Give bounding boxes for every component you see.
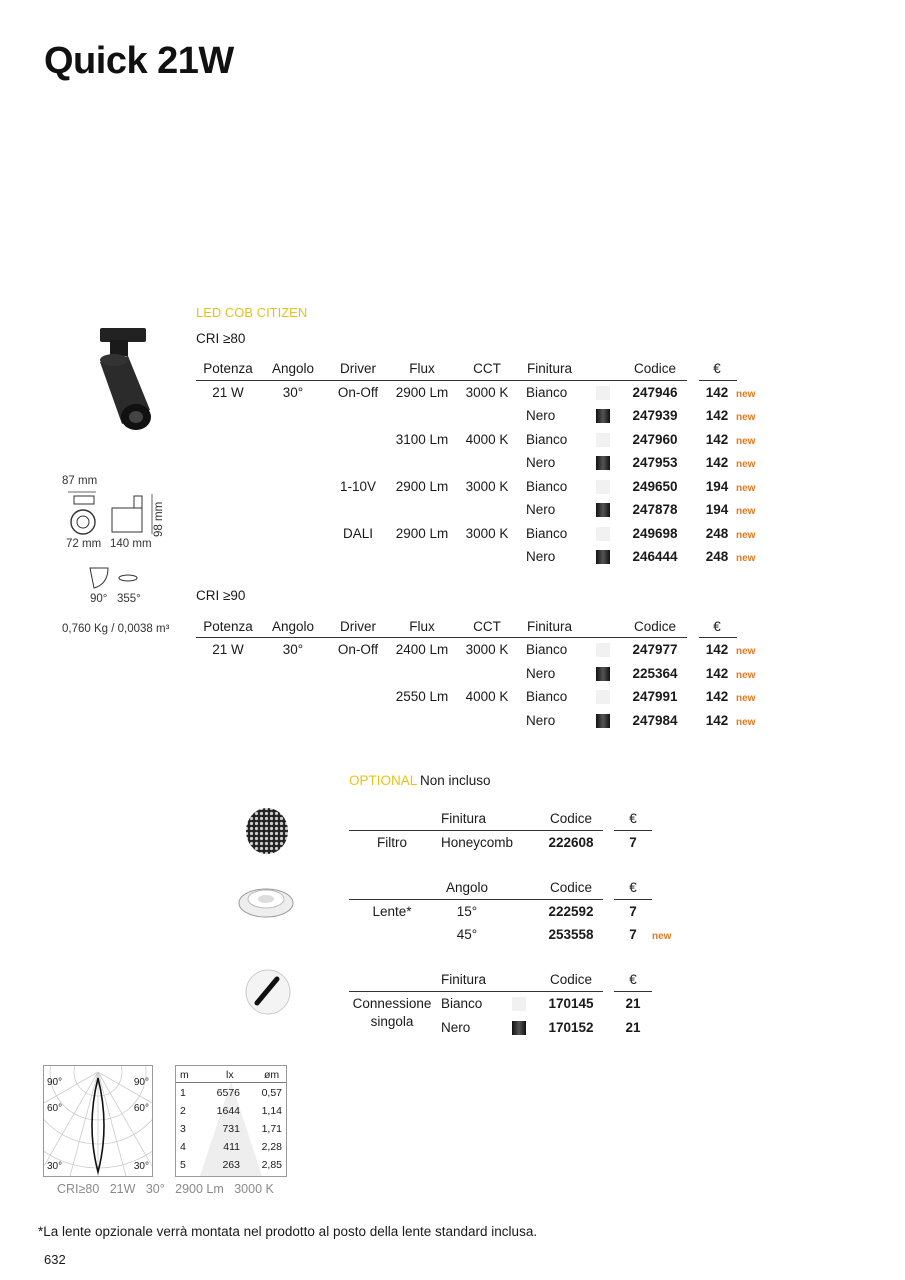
cell-codice: 247960	[632, 432, 678, 447]
header-rule	[349, 899, 603, 900]
cell-codice: 170145	[548, 996, 594, 1011]
cell-m: 5	[180, 1159, 186, 1171]
cell-flux: 2550 Lm	[395, 689, 449, 704]
cell-driver: On-Off	[337, 642, 379, 657]
new-badge: new	[652, 931, 672, 942]
cell-lx: 6576	[216, 1087, 240, 1099]
cell-flux: 2900 Lm	[395, 479, 449, 494]
header-rule	[349, 991, 603, 992]
header-rule-price	[614, 899, 652, 900]
cell-price: 7	[629, 835, 637, 850]
col-cct: CCT	[473, 619, 501, 634]
cell-m: 3	[180, 1123, 186, 1135]
dim-length: 140 mm	[110, 538, 152, 550]
cell-price: 142	[705, 713, 729, 728]
cell-cct: 3000 K	[465, 479, 509, 494]
cell-flux: 2900 Lm	[395, 526, 449, 541]
cell-codice: 225364	[632, 666, 678, 681]
swatch-bianco	[596, 690, 610, 704]
header-rule-price	[699, 637, 737, 638]
swatch-nero	[596, 714, 610, 728]
cell-finitura: Nero	[526, 549, 556, 564]
cell-codice: 247984	[632, 713, 678, 728]
cell-codice: 247991	[632, 689, 678, 704]
cell-price: 248	[705, 549, 729, 564]
col-finitura: Finitura	[441, 972, 487, 987]
col-flux: Flux	[409, 619, 435, 634]
new-badge: new	[736, 459, 756, 470]
cell-finitura: Nero	[441, 1020, 471, 1035]
dim-width-top: 87 mm	[62, 475, 98, 487]
cell-flux: 2900 Lm	[395, 385, 449, 400]
cell-price: 194	[705, 502, 729, 517]
cell-finitura: Bianco	[526, 479, 568, 494]
cell-cct: 3000 K	[465, 526, 509, 541]
cell-codice: 249698	[632, 526, 678, 541]
col-finitura: Finitura	[527, 619, 573, 634]
swatch-nero	[596, 550, 610, 564]
led-cob-heading: LED COB CITIZEN	[196, 305, 308, 320]
cell-codice: 253558	[548, 927, 594, 942]
cell-angolo: 45°	[456, 927, 478, 942]
cell-price: 142	[705, 666, 729, 681]
cell-finitura: Nero	[526, 455, 556, 470]
weight-volume: 0,760 Kg / 0,0038 m³	[62, 623, 170, 635]
rotate-angle: 355°	[117, 593, 141, 605]
swatch-bianco	[596, 527, 610, 541]
cell-price: 142	[705, 432, 729, 447]
cell-price: 142	[705, 385, 729, 400]
cri-80-label: CRI ≥80	[196, 331, 246, 346]
cell-finitura: Bianco	[526, 642, 568, 657]
col-angolo: Angolo	[271, 619, 315, 634]
lens-image	[236, 877, 296, 923]
polar-diagram	[43, 1065, 153, 1177]
honeycomb-filter-image	[244, 806, 290, 856]
cell-cct: 4000 K	[465, 432, 509, 447]
col-price: €	[629, 972, 637, 987]
cell-m: 1	[180, 1087, 186, 1099]
cell-cct: 3000 K	[465, 385, 509, 400]
swatch-nero	[596, 409, 610, 423]
col-price: €	[713, 619, 721, 634]
cell-price: 21	[625, 996, 641, 1011]
swatch-nero	[596, 503, 610, 517]
cell-finitura: Honeycomb	[441, 835, 514, 850]
cell-price: 142	[705, 642, 729, 657]
col-codice: Codice	[549, 811, 593, 826]
cell-m: 2	[180, 1105, 186, 1117]
swatch-bianco	[596, 643, 610, 657]
col-flux: Flux	[409, 361, 435, 376]
new-badge: new	[736, 506, 756, 517]
col-codice: Codice	[633, 619, 677, 634]
optional-note: Non incluso	[420, 773, 491, 788]
cell-om: 1,71	[261, 1123, 282, 1135]
cell-codice: 247953	[632, 455, 678, 470]
product-image	[70, 320, 170, 430]
cell-potenza: 21 W	[212, 642, 244, 657]
page-title: Quick 21W	[44, 40, 234, 82]
new-badge: new	[736, 693, 756, 704]
lente-name: Lente*	[372, 904, 412, 919]
col-m: m	[180, 1069, 189, 1081]
cell-price: 142	[705, 455, 729, 470]
new-badge: new	[736, 436, 756, 447]
cri-90-label: CRI ≥90	[196, 588, 246, 603]
cell-finitura: Bianco	[526, 526, 568, 541]
cell-codice: 247939	[632, 408, 678, 423]
cell-lx: 411	[223, 1141, 240, 1153]
col-angolo: Angolo	[271, 361, 315, 376]
col-potenza: Potenza	[203, 619, 253, 634]
cell-codice: 222592	[548, 904, 594, 919]
col-angolo: Angolo	[445, 880, 489, 895]
angle-label-60-left: 60°	[47, 1103, 63, 1114]
header-rule	[176, 1082, 286, 1083]
col-potenza: Potenza	[203, 361, 253, 376]
angle-label-30-right: 30°	[133, 1161, 149, 1172]
cell-price: 7	[629, 927, 637, 942]
angle-label-30-left: 30°	[47, 1161, 63, 1172]
new-badge: new	[736, 553, 756, 564]
cell-angolo: 15°	[456, 904, 478, 919]
cell-codice: 222608	[548, 835, 594, 850]
new-badge: new	[736, 646, 756, 657]
connessione-name-2: singola	[370, 1014, 414, 1029]
col-driver: Driver	[340, 619, 376, 634]
angle-label-90-left: 90°	[47, 1077, 63, 1088]
cell-lx: 731	[222, 1123, 240, 1135]
col-codice: Codice	[549, 880, 593, 895]
photometric-table	[175, 1065, 287, 1177]
cell-flux: 3100 Lm	[395, 432, 449, 447]
cell-price: 21	[625, 1020, 641, 1035]
header-rule	[196, 380, 687, 381]
header-rule	[196, 637, 687, 638]
cell-finitura: Nero	[526, 408, 556, 423]
footnote: *La lente opzionale verrà montata nel prodotto al posto della lente standard inclusa.	[38, 1224, 538, 1239]
cell-potenza: 21 W	[212, 385, 244, 400]
col-lx: lx	[226, 1069, 234, 1081]
new-badge: new	[736, 717, 756, 728]
cell-cct: 4000 K	[465, 689, 509, 704]
angle-label-60-right: 60°	[133, 1103, 149, 1114]
header-rule-price	[614, 830, 652, 831]
col-driver: Driver	[340, 361, 376, 376]
col-finitura: Finitura	[441, 811, 487, 826]
col-price: €	[629, 880, 637, 895]
col-cct: CCT	[473, 361, 501, 376]
cell-angolo: 30°	[282, 385, 304, 400]
cell-flux: 2400 Lm	[395, 642, 449, 657]
swatch-nero	[596, 456, 610, 470]
cell-price: 7	[629, 904, 637, 919]
cell-finitura: Bianco	[526, 385, 568, 400]
swatch-bianco	[596, 386, 610, 400]
page-number: 632	[44, 1252, 66, 1267]
swatch-bianco	[596, 433, 610, 447]
col-price: €	[629, 811, 637, 826]
cell-driver: 1-10V	[339, 479, 377, 494]
dim-height: 98 mm	[153, 501, 165, 537]
cell-price: 194	[705, 479, 729, 494]
cell-om: 1,14	[261, 1105, 282, 1117]
dim-diameter: 72 mm	[66, 538, 102, 550]
connector-image	[243, 967, 293, 1017]
cell-om: 2,85	[261, 1159, 282, 1171]
col-price: €	[713, 361, 721, 376]
new-badge: new	[736, 483, 756, 494]
col-finitura: Finitura	[527, 361, 573, 376]
header-rule	[349, 830, 603, 831]
cell-m: 4	[180, 1141, 186, 1153]
cell-cct: 3000 K	[465, 642, 509, 657]
cell-price: 142	[705, 689, 729, 704]
cell-finitura: Bianco	[526, 432, 568, 447]
filtro-name: Filtro	[377, 835, 407, 850]
swatch-nero	[512, 1021, 526, 1035]
cell-finitura: Nero	[526, 713, 556, 728]
new-badge: new	[736, 670, 756, 681]
swatch-bianco	[512, 997, 526, 1011]
cell-finitura: Nero	[526, 666, 556, 681]
cell-codice: 247977	[632, 642, 678, 657]
tilt-rotate-icons	[88, 566, 148, 592]
cell-price: 142	[705, 408, 729, 423]
cell-finitura: Bianco	[526, 689, 568, 704]
cell-lx: 263	[222, 1159, 240, 1171]
cell-codice: 249650	[632, 479, 678, 494]
photometry-caption: CRI≥80 21W 30° 2900 Lm 3000 K	[57, 1182, 274, 1196]
col-om: øm	[264, 1069, 280, 1081]
connessione-name: Connessione	[352, 996, 432, 1011]
header-rule-price	[614, 991, 652, 992]
col-codice: Codice	[549, 972, 593, 987]
tilt-angle: 90°	[90, 593, 108, 605]
new-badge: new	[736, 389, 756, 400]
swatch-bianco	[596, 480, 610, 494]
optional-label: OPTIONAL	[349, 773, 418, 788]
header-rule-price	[699, 380, 737, 381]
cell-price: 248	[705, 526, 729, 541]
cell-angolo: 30°	[282, 642, 304, 657]
cell-finitura: Bianco	[441, 996, 483, 1011]
cell-codice: 170152	[548, 1020, 594, 1035]
cell-codice: 247946	[632, 385, 678, 400]
cell-lx: 1644	[216, 1105, 240, 1117]
new-badge: new	[736, 530, 756, 541]
cell-om: 0,57	[261, 1087, 282, 1099]
swatch-nero	[596, 667, 610, 681]
col-codice: Codice	[633, 361, 677, 376]
cell-driver: On-Off	[337, 385, 379, 400]
cell-driver: DALI	[342, 526, 374, 541]
cell-codice: 247878	[632, 502, 678, 517]
cell-finitura: Nero	[526, 502, 556, 517]
angle-label-90-right: 90°	[133, 1077, 149, 1088]
cell-om: 2,28	[261, 1141, 282, 1153]
cell-codice: 246444	[632, 549, 678, 564]
new-badge: new	[736, 412, 756, 423]
